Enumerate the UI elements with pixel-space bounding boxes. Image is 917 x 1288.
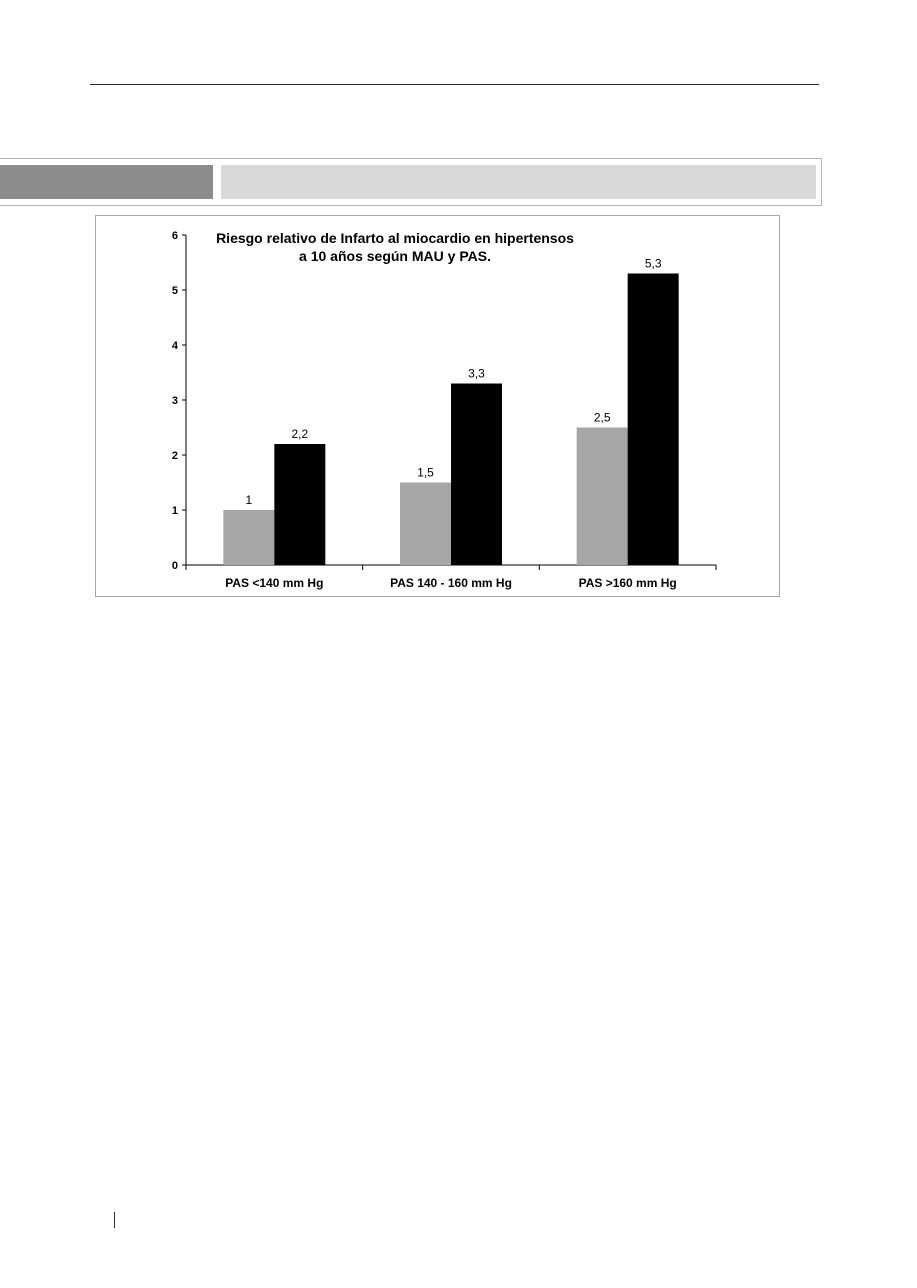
y-tick-label: 3 <box>171 395 178 407</box>
section-header-bar <box>221 165 816 199</box>
footer-rule <box>114 1212 115 1228</box>
data-label: 3,3 <box>468 366 485 381</box>
y-tick-label: 2 <box>171 450 178 462</box>
y-tick-label: 0 <box>171 560 178 572</box>
chart-title-line-2: a 10 años según MAU y PAS. <box>299 248 491 264</box>
y-tick-label: 4 <box>171 340 178 352</box>
x-tick-label: PAS <140 mm Hg <box>225 576 324 590</box>
chart-title <box>216 230 574 264</box>
data-label: 2,5 <box>593 410 611 425</box>
chart-frame <box>95 215 780 597</box>
x-tick-label: PAS 140 - 160 mm Hg <box>390 576 512 590</box>
y-tick-label: 5 <box>171 285 178 297</box>
y-tick-label: 6 <box>171 230 178 242</box>
bar <box>400 483 451 566</box>
bar <box>223 510 274 565</box>
section-header-tab <box>0 165 213 199</box>
chart-title-line-1: Riesgo relativo de Infarto al miocardio en hipertensos <box>216 230 574 246</box>
bar <box>577 428 628 566</box>
data-label: 5,3 <box>644 256 662 271</box>
data-label: 1,5 <box>417 465 434 480</box>
bar <box>274 444 325 565</box>
section-header-band <box>0 158 822 206</box>
data-label: 2,2 <box>291 427 309 441</box>
bar-chart <box>96 216 779 596</box>
bar <box>628 274 679 566</box>
x-tick-label: PAS >160 mm Hg <box>578 576 677 590</box>
top-rule <box>90 84 819 85</box>
y-tick-label: 1 <box>171 505 178 517</box>
data-label: 1 <box>245 493 253 507</box>
bar <box>451 384 502 566</box>
